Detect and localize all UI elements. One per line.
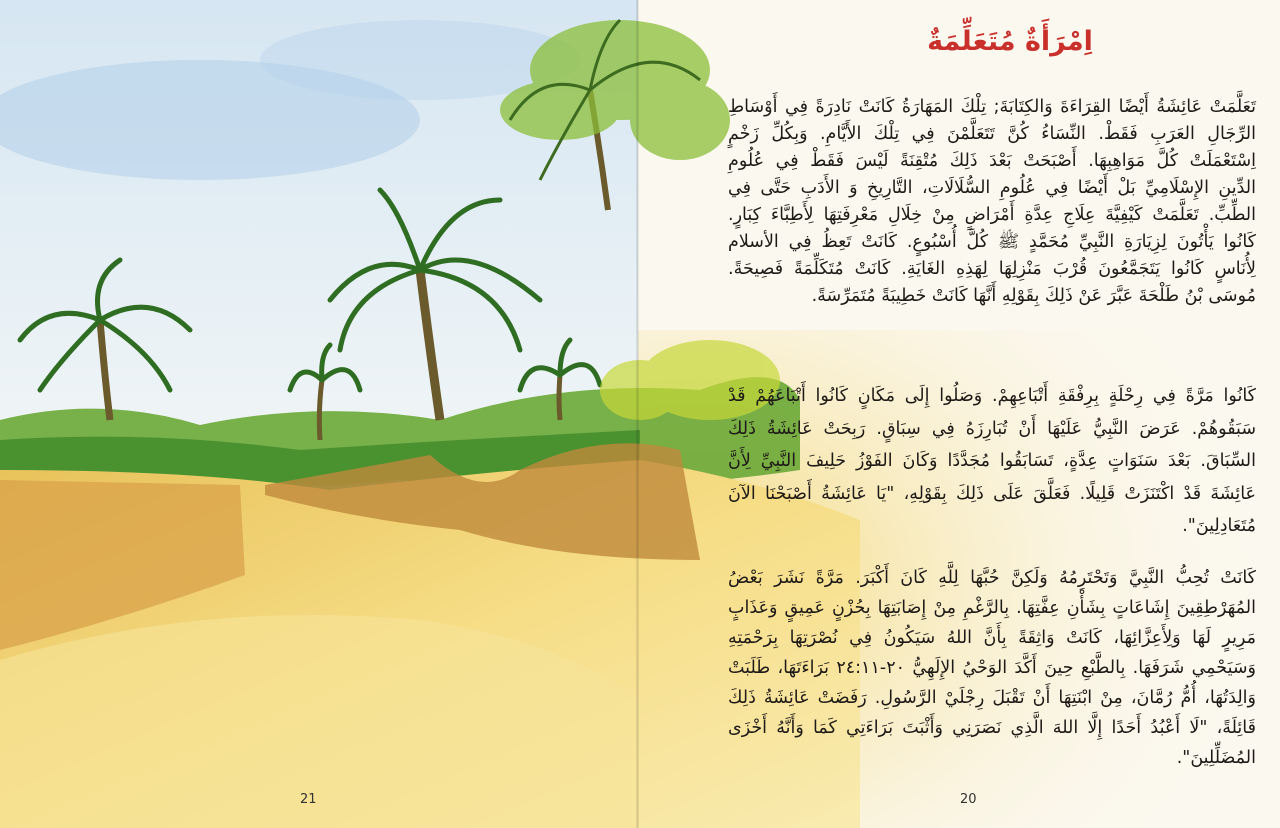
text-line: وَالِدَتُهَا، أُمُّ رُمَّانَ، مِنْ ابْنَتِهَا أَنْ تَقْبَلَ رِجْلَيْ الرَّسُولِ. رَفَضَتْ عَائِشَةُ ذَلِكَ [728,688,1256,708]
page-number-right: 20 [960,792,977,807]
text-line: عَائِشَةَ قَدْ اكْتَنَزَتْ قَلِيلًا. فَعَلَّقَ عَلَى ذَلِكَ بِقَوْلِهِ، "يَا عَائِشَةُ أَصْبَحْنَا الآنَ [728,483,1256,504]
text-line: مُتَعَادِلِينَ". [1182,516,1256,536]
text-line: الطِّبِّ. تَعَلَّمَتْ كَيْفِيَّةَ عِلَاجِ عِدَّةِ أَمْرَاضٍ مِنْ خِلَالِ مَعْرِفَتِهَا لِأَطِبَّاءَ كِبَارٍ. [728,205,1256,225]
text-line: اِسْتَعْمَلَتْ كُلَّ مَوَاهِبِهَا. أَصْبَحَتْ بَعْدَ ذَلِكَ مُتْقِنَةً لَيْسَ فَقَطْ فِي عُلُومِ [728,151,1256,171]
text-line: السِّبَاقَ. بَعْدَ سَنَوَاتٍ عِدَّةٍ، تَسَابَقُوا مُجَدَّدًا وَكَانَ الفَوْزُ حَلِيفَ النَّبِيِّ لِأَنَّ [728,451,1256,471]
text-line: تَعَلَّمَتْ عَائِشَةُ أَيْضًا القِرَاءَةَ وَالكِتَابَةَ; تِلْكَ المَهَارَةُ كَانَتْ نَادِرَةً فِي أَوْسَاطِ [728,97,1256,117]
text-line: وَسَيَحْمِي شَرَفَهَا. بِالطَّبْعِ حِينَ أَكَّدَ الوَحْيُ الإِلَهِيُّ ٢٠-٢٤:١١ بَرَاءَتَهَا، طَلَبَتْ [728,658,1256,678]
chapter-title: اِمْرَأَةٌ مُتَعَلِّمَةٌ [927,26,1093,57]
page-number-left: 21 [300,792,317,807]
text-line: الدِّينِ الإِسْلَامِيِّ بَلْ أَيْضًا فِي عُلُومِ السُّلَالَاتِ، التَّارِيخِ وَ الأَدَبِ حَتَّى فِي [728,178,1256,198]
text-line: كَانُوا مَرَّةً فِي رِحْلَةٍ بِرِفْقَةِ أَتْبَاعِهِمْ. وَصَلُوا إِلَى مَكَانٍ كَانُوا أَتْبَاعَهُمْ قَدْ [728,386,1256,406]
text-line: سَبَقُوهُمْ. عَرَضَ النَّبِيُّ عَلَيْهَا أَنْ تُبَارِزَهُ فِي سِبَاقٍ. رَبِحَتْ عَائِشَةُ ذَلِكَ [728,418,1256,439]
text-line: قَائِلَةً، "لَا أَعْبُدُ أَحَدًا إِلَّا اللهَ الَّذِي نَصَرَنِي وَأَثْبَتَ بَرَاءَتِي كَمَا وَأَنَّهُ أَخْزَى [728,718,1256,738]
page-gutter [636,0,639,828]
paragraph-3 [728,563,1256,773]
text-line: مُوسَى بْنُ طَلْحَةَ عَبَّرَ عَنْ ذَلِكَ بِقَوْلِهِ أَنَّهَا كَانَتْ خَطِيبَةً مُتَمَرِّسَةً. [811,286,1256,306]
text-line: المُضَلِّلِينَ". [1176,748,1256,768]
text-line: لِأُنَاسٍ كَانُوا يَتَجَمَّعُونَ قُرْبَ مَنْزِلِهَا لِهَذِهِ الغَايَةِ. كَانَتْ مُتَكَلِّمَةً فَصِيحَةً. [728,259,1256,279]
text-line: مَرِيرٍ لَهَا وَلِأَعِزَّائِهَا، كَانَتْ وَاثِقَةً بِأَنَّ اللهُ سَيَكُونُ فِي نُصْرَتِهَا بِرَحْمَتِهِ [728,628,1256,648]
text-line: كَانَتْ تُحِبُّ النَّبِيَّ وَتَحْتَرِمُهُ وَلَكِنَّ حُبَّهَا لِلَّهِ كَانَ أَكْبَرَ. مَرَّةً نَشَرَ بَعْضُ [728,568,1256,588]
paragraph-1 [728,94,1256,310]
text-line: الرِّجَالِ العَرَبِ فَقَطْ. النِّسَاءُ كُنَّ تَتَعَلَّمْنَ فِي تِلْكَ الأَيَّامِ. وَبِكُلِّ زَخْمٍ [728,124,1256,144]
paragraph-2 [728,380,1256,543]
text-line: كَانُوا يَأْتُونَ لِزِيَارَةِ النَّبِيِّ مُحَمَّدٍ ﷺ كُلَّ أُسْبُوعٍ. كَانَتْ تَعِظُ فِي الأسلام [728,232,1256,252]
text-line: المُهَرْطِقِينَ إِشَاعَاتٍ بِشَأْنِ عِفَّتِهَا. بِالرَّغْمِ مِنْ إِصَابَتِهَا بِحُزْنٍ عَمِيقٍ وَعَذَابٍ [728,598,1256,618]
